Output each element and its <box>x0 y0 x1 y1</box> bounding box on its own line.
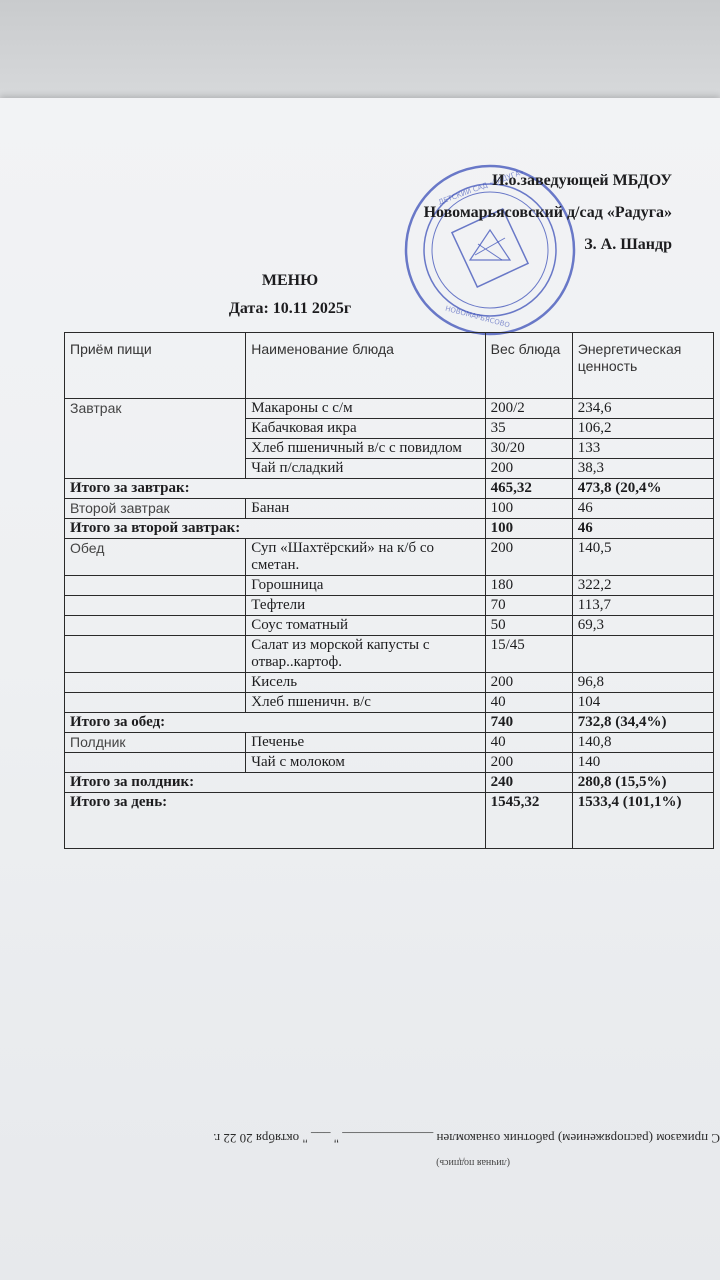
total-weight: 100 <box>485 519 572 539</box>
approval-block <box>424 165 672 261</box>
total-row-second-breakfast <box>65 519 714 539</box>
header-dish: Наименование блюда <box>246 333 485 399</box>
dish-energy: 140,8 <box>572 733 713 753</box>
dish-name: Горошница <box>246 576 485 596</box>
dish-energy: 140 <box>572 753 713 773</box>
meal-snack: Полдник <box>65 733 246 753</box>
dish-name: Суп «Шахтёрский» на к/б со сметан. <box>246 539 485 576</box>
title-block <box>170 268 410 318</box>
approval-organization: Новомарьясовский д/сад «Радуга» <box>423 204 672 221</box>
total-row-breakfast <box>65 479 714 499</box>
total-energy: 732,8 (34,4%) <box>572 713 713 733</box>
header-weight: Вес блюда <box>485 333 572 399</box>
acknowledgement-footer <box>200 1118 720 1168</box>
page-title: МЕНЮ <box>261 272 319 289</box>
total-label: Итого за день: <box>65 793 486 849</box>
dish-name: Печенье <box>246 733 485 753</box>
dish-weight: 200 <box>485 459 572 479</box>
dish-weight: 70 <box>485 596 572 616</box>
total-energy: 1533,4 (101,1%) <box>572 793 713 849</box>
signature-caption: (личная подпись) <box>436 1157 510 1168</box>
table-header-row <box>65 333 714 399</box>
dish-weight: 200/2 <box>485 399 572 419</box>
total-row-snack <box>65 773 714 793</box>
approval-position: И.о.заведующей МБДОУ <box>492 172 672 189</box>
dish-weight: 15/45 <box>485 636 572 673</box>
table-row <box>65 499 714 519</box>
dish-weight: 40 <box>485 733 572 753</box>
dish-name: Хлеб пшеничный в/с с повидлом <box>246 439 485 459</box>
background-floor <box>0 0 720 100</box>
dish-weight: 35 <box>485 419 572 439</box>
dish-energy: 133 <box>572 439 713 459</box>
table-row <box>65 753 714 773</box>
total-row-lunch <box>65 713 714 733</box>
table-row <box>65 693 714 713</box>
total-weight: 240 <box>485 773 572 793</box>
table-row <box>65 673 714 693</box>
meal-second-breakfast: Второй завтрак <box>65 499 246 519</box>
total-label: Итого за полдник: <box>65 773 486 793</box>
dish-name: Тефтели <box>246 596 485 616</box>
dish-weight: 30/20 <box>485 439 572 459</box>
dish-weight: 200 <box>485 539 572 576</box>
dish-energy: 104 <box>572 693 713 713</box>
total-label: Итого за завтрак: <box>65 479 486 499</box>
dish-energy: 113,7 <box>572 596 713 616</box>
dish-weight: 40 <box>485 693 572 713</box>
table-row <box>65 616 714 636</box>
dish-name: Хлеб пшеничн. в/с <box>246 693 485 713</box>
total-energy: 280,8 (15,5%) <box>572 773 713 793</box>
dish-energy: 46 <box>572 499 713 519</box>
approval-name: З. А. Шандр <box>584 236 672 253</box>
dish-weight: 50 <box>485 616 572 636</box>
dish-name: Чай п/сладкий <box>246 459 485 479</box>
acknowledgement-text: С приказом (распоряжением) работник ознакомлен ______________ " ___ " октября 20 22 г. <box>213 1131 720 1146</box>
meal-breakfast: Завтрак <box>65 399 246 479</box>
table-row <box>65 636 714 673</box>
svg-text:НОВОМАРЬЯСОВО: НОВОМАРЬЯСОВО <box>444 304 511 330</box>
total-weight: 465,32 <box>485 479 572 499</box>
menu-table <box>64 332 714 849</box>
dish-energy: 38,3 <box>572 459 713 479</box>
table-row <box>65 399 714 419</box>
total-row-day <box>65 793 714 849</box>
table-row <box>65 539 714 576</box>
dish-energy: 69,3 <box>572 616 713 636</box>
table-row <box>65 596 714 616</box>
dish-energy: 140,5 <box>572 539 713 576</box>
dish-name: Кабачковая икра <box>246 419 485 439</box>
total-label: Итого за второй завтрак: <box>65 519 486 539</box>
total-energy: 473,8 (20,4% <box>572 479 713 499</box>
dish-name: Макароны с с/м <box>246 399 485 419</box>
dish-weight: 180 <box>485 576 572 596</box>
svg-text:ДЕТСКИЙ САД «РАДУГА»: ДЕТСКИЙ САД «РАДУГА» <box>437 167 526 207</box>
table-row <box>65 733 714 753</box>
dish-energy: 96,8 <box>572 673 713 693</box>
dish-energy: 234,6 <box>572 399 713 419</box>
dish-energy: 106,2 <box>572 419 713 439</box>
menu-date: Дата: 10.11 2025г <box>228 300 352 317</box>
dish-energy: 322,2 <box>572 576 713 596</box>
dish-weight: 100 <box>485 499 572 519</box>
total-label: Итого за обед: <box>65 713 486 733</box>
dish-name: Чай с молоком <box>246 753 485 773</box>
dish-name: Банан <box>246 499 485 519</box>
meal-lunch: Обед <box>65 539 246 576</box>
dish-name: Кисель <box>246 673 485 693</box>
total-weight: 740 <box>485 713 572 733</box>
dish-weight: 200 <box>485 753 572 773</box>
header-meal: Приём пищи <box>65 333 246 399</box>
dish-energy <box>572 636 713 673</box>
total-weight: 1545,32 <box>485 793 572 849</box>
dish-name: Салат из морской капусты с отвар..картоф. <box>246 636 485 673</box>
header-energy: Энергетическая ценность <box>572 333 713 399</box>
dish-name: Соус томатный <box>246 616 485 636</box>
table-row <box>65 576 714 596</box>
dish-weight: 200 <box>485 673 572 693</box>
total-energy: 46 <box>572 519 713 539</box>
